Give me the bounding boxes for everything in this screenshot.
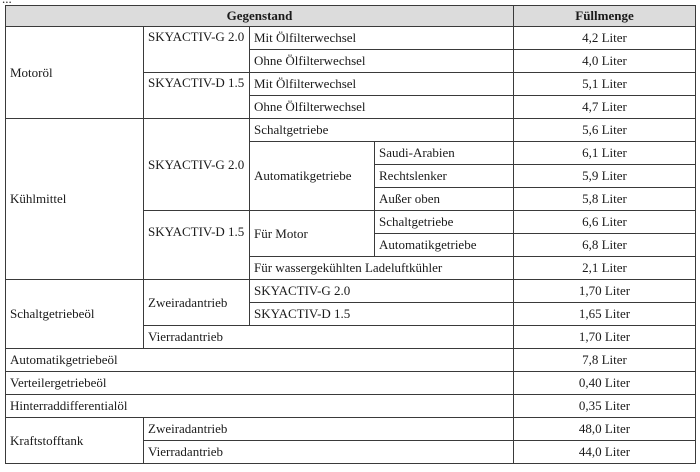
capacity-value: 5,1 Liter	[514, 73, 696, 96]
engine-variant: SKYACTIV-G 2.0	[250, 280, 514, 303]
capacity-value: 5,8 Liter	[514, 188, 696, 211]
table-row	[6, 119, 696, 142]
capacity-value: 2,1 Liter	[514, 257, 696, 280]
table-row	[6, 372, 696, 395]
category-transfer-oil: Verteilergetriebeöl	[6, 372, 514, 395]
category-fuel-tank: Kraftstofftank	[6, 418, 144, 464]
drive-type: Zweiradantrieb	[144, 280, 250, 326]
engine-variant: SKYACTIV-D 1.5	[144, 73, 250, 119]
header-amount: Füllmenge	[514, 6, 696, 27]
capacity-value: 4,2 Liter	[514, 27, 696, 50]
capacity-value: 44,0 Liter	[514, 441, 696, 464]
category-manual-gear-oil: Schaltgetriebeöl	[6, 280, 144, 349]
sub-condition-label: Saudi-Arabien	[375, 142, 514, 165]
capacity-value: 4,0 Liter	[514, 50, 696, 73]
table-row	[6, 27, 696, 50]
table-header	[6, 6, 696, 27]
condition-label: Ohne Ölfilterwechsel	[250, 96, 514, 119]
capacity-value: 6,1 Liter	[514, 142, 696, 165]
drive-type: Vierradantrieb	[144, 326, 514, 349]
table-row	[6, 395, 696, 418]
capacity-value: 5,9 Liter	[514, 165, 696, 188]
condition-label: Ohne Ölfilterwechsel	[250, 50, 514, 73]
capacity-value: 4,7 Liter	[514, 96, 696, 119]
sub-condition-label: Schaltgetriebe	[375, 211, 514, 234]
capacity-value: 0,40 Liter	[514, 372, 696, 395]
capacity-value: 6,8 Liter	[514, 234, 696, 257]
category-atf: Automatikgetriebeöl	[6, 349, 514, 372]
capacity-value: 0,35 Liter	[514, 395, 696, 418]
capacity-value: 5,6 Liter	[514, 119, 696, 142]
condition-label: Für wassergekühlten Ladeluftkühler	[250, 257, 514, 280]
category-coolant: Kühlmittel	[6, 119, 144, 280]
capacity-value: 48,0 Liter	[514, 418, 696, 441]
condition-label: Für Motor	[250, 211, 375, 257]
sub-condition-label: Außer oben	[375, 188, 514, 211]
engine-variant: SKYACTIV-G 2.0	[144, 119, 250, 211]
capacity-value: 1,70 Liter	[514, 326, 696, 349]
capacity-value: 6,6 Liter	[514, 211, 696, 234]
condition-label: Mit Ölfilterwechsel	[250, 27, 514, 50]
header-item: Gegenstand	[6, 6, 514, 27]
condition-label: Schaltgetriebe	[250, 119, 514, 142]
table-row	[6, 349, 696, 372]
table-row	[6, 280, 696, 303]
sub-condition-label: Automatikgetriebe	[375, 234, 514, 257]
sub-condition-label: Rechtslenker	[375, 165, 514, 188]
table-row	[6, 418, 696, 441]
drive-type: Zweiradantrieb	[144, 418, 514, 441]
condition-label: Automatikgetriebe	[250, 142, 375, 211]
drive-type: Vierradantrieb	[144, 441, 514, 464]
engine-variant: SKYACTIV-D 1.5	[250, 303, 514, 326]
capacity-value: 7,8 Liter	[514, 349, 696, 372]
category-rear-diff-oil: Hinterraddifferentialöl	[6, 395, 514, 418]
condition-label: Mit Ölfilterwechsel	[250, 73, 514, 96]
engine-variant: SKYACTIV-D 1.5	[144, 211, 250, 280]
capacity-value: 1,65 Liter	[514, 303, 696, 326]
capacity-table	[5, 5, 696, 464]
category-engine-oil: Motoröl	[6, 27, 144, 119]
capacity-value: 1,70 Liter	[514, 280, 696, 303]
engine-variant: SKYACTIV-G 2.0	[144, 27, 250, 73]
